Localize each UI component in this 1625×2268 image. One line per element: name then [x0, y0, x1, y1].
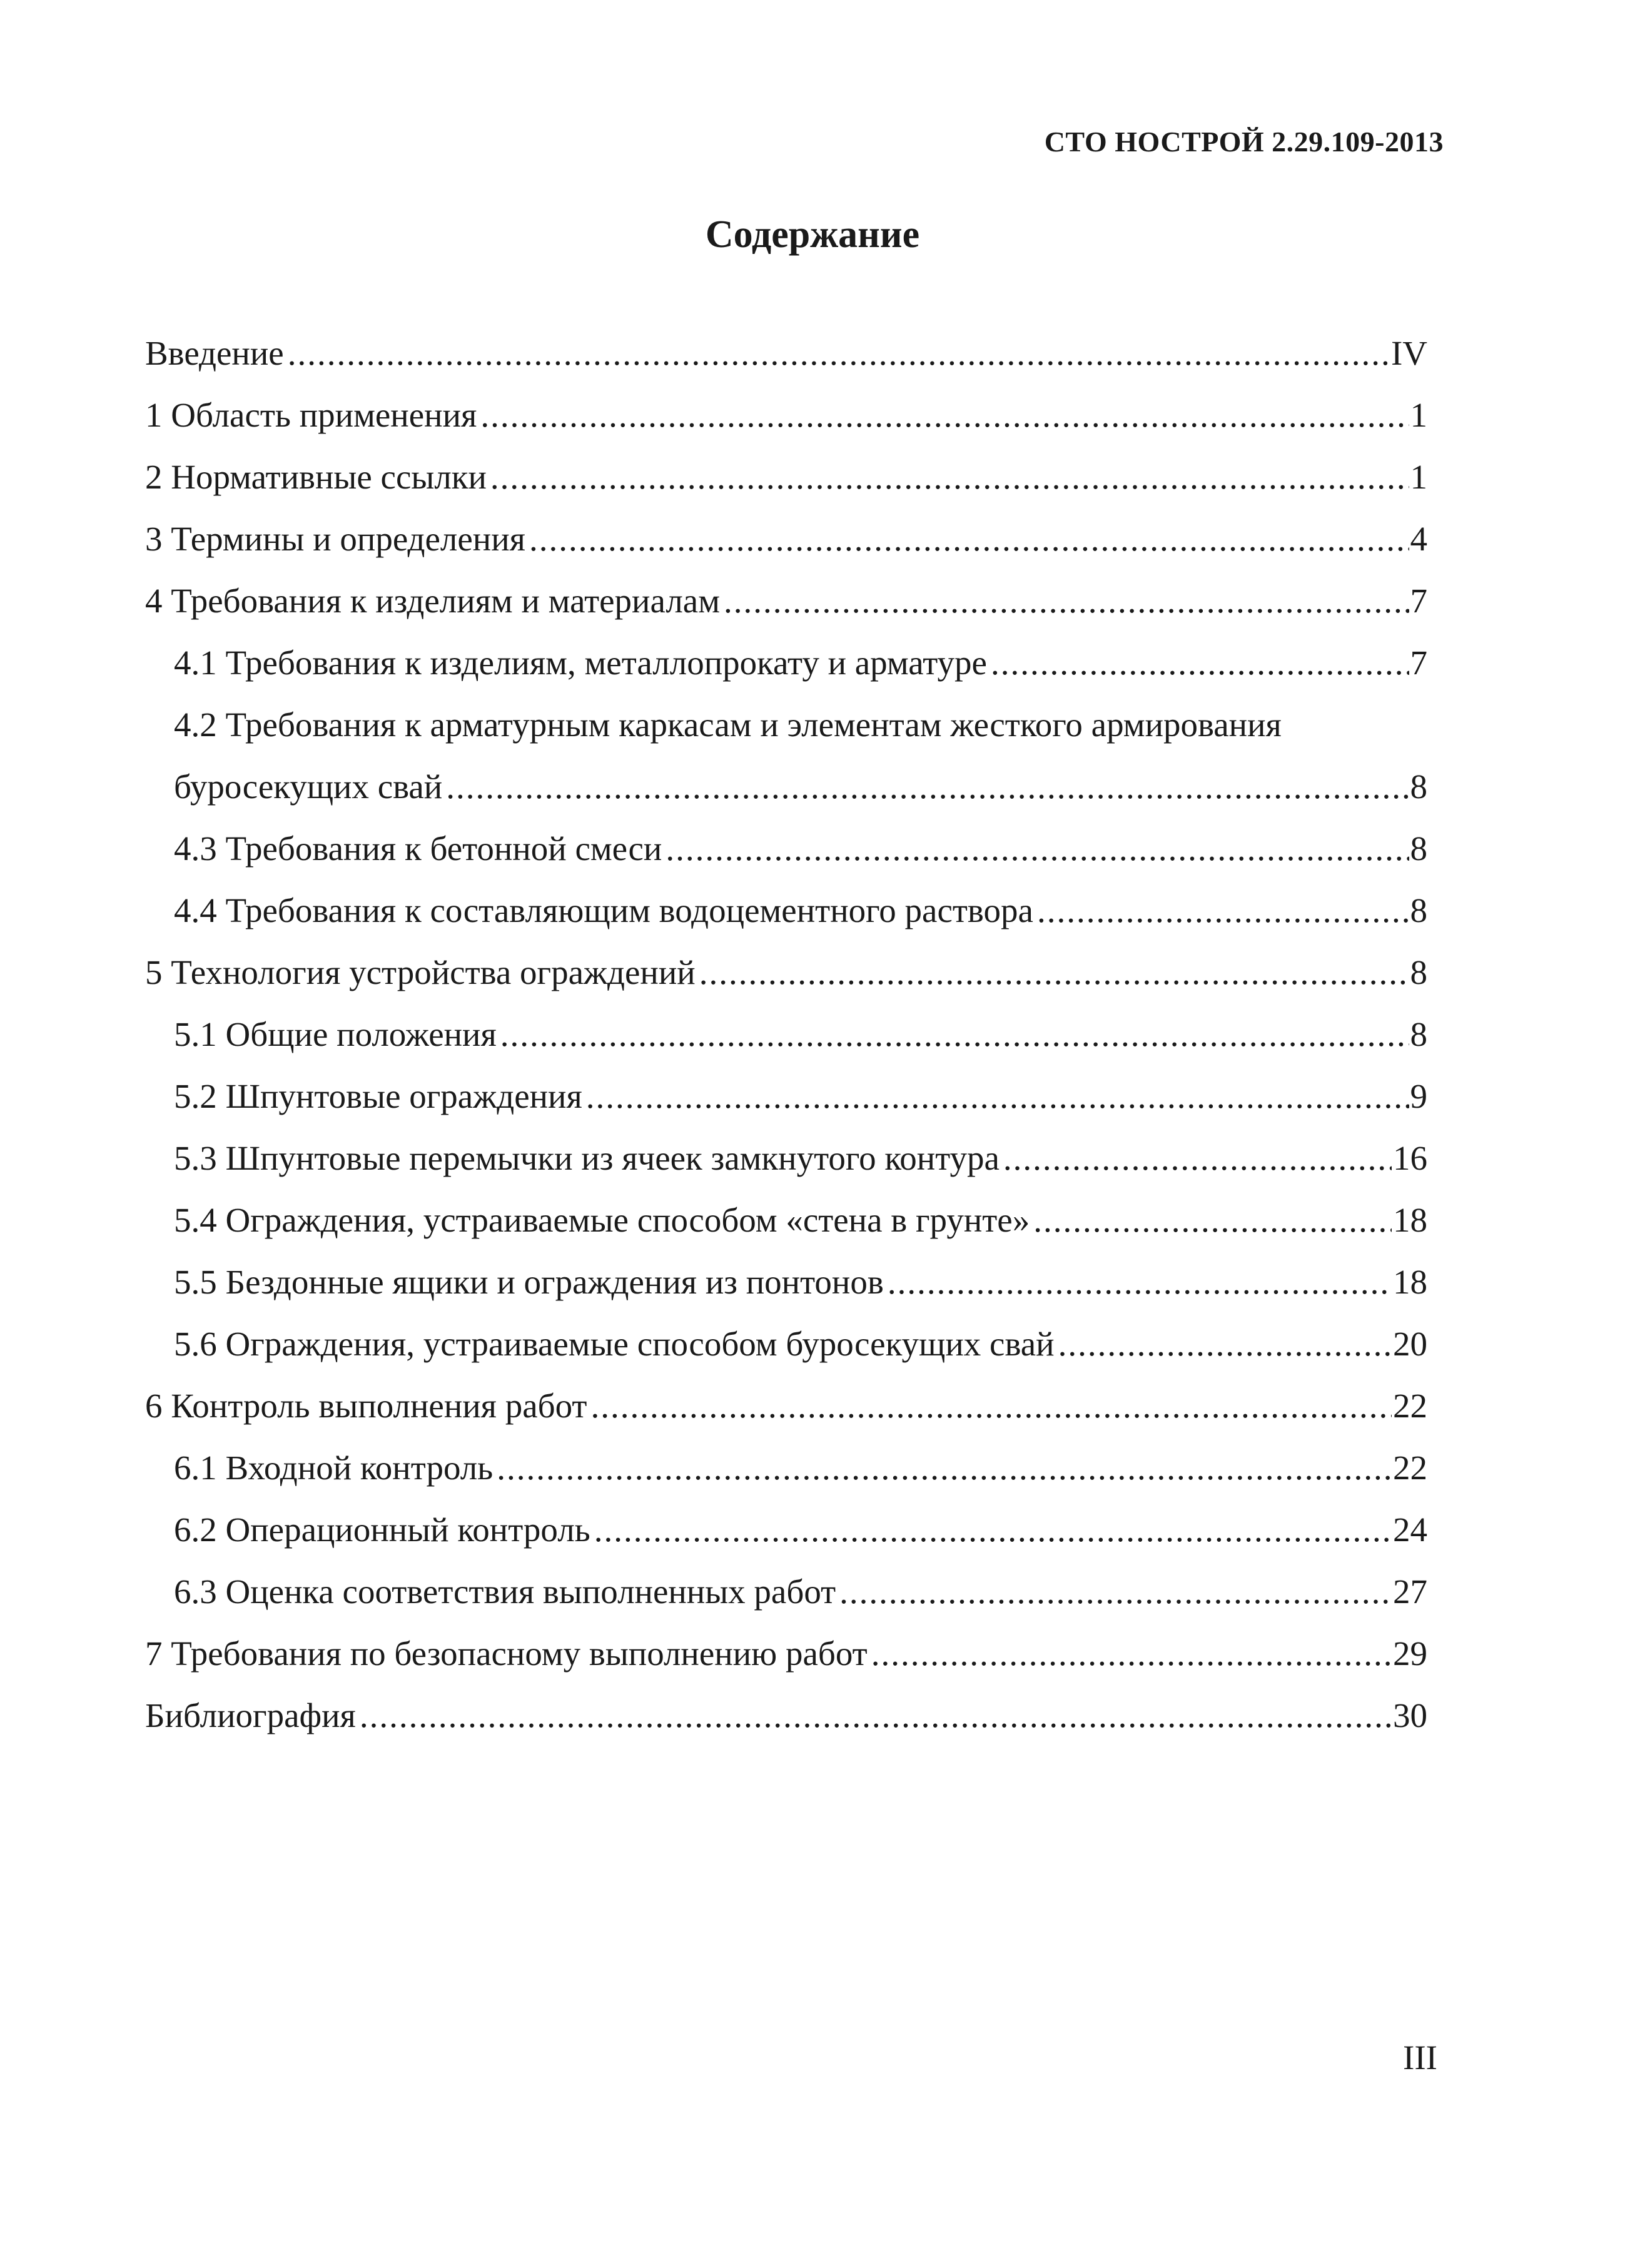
toc-leader-dots [1003, 1127, 1392, 1189]
toc-leader-dots [839, 1561, 1392, 1623]
toc-entry-label: Введение [145, 334, 284, 372]
toc-entry-5-4[interactable] [145, 1189, 1427, 1251]
toc-entry-label: 5 Технология устройства ограждений [145, 953, 696, 991]
table-of-contents [145, 322, 1427, 1746]
toc-entry-page: 8 [1410, 1015, 1427, 1053]
toc-entry-4-1[interactable] [145, 632, 1427, 694]
toc-entry-7[interactable] [145, 1623, 1427, 1684]
toc-leader-dots [1037, 879, 1409, 941]
toc-entry-6-2[interactable] [145, 1499, 1427, 1561]
toc-entry-label: 4.3 Требования к бетонной смеси [174, 829, 662, 868]
toc-entry-6[interactable] [145, 1375, 1427, 1437]
document-code: СТО НОСТРОЙ 2.29.109-2013 [1044, 126, 1444, 158]
toc-entry-label: Библиография [145, 1696, 356, 1734]
toc-entry-page: 27 [1393, 1572, 1427, 1611]
toc-entry-1[interactable] [145, 384, 1427, 446]
toc-entry-page: 8 [1410, 829, 1427, 868]
toc-entry-page: 8 [1410, 953, 1427, 991]
toc-leader-dots [594, 1499, 1392, 1561]
toc-entry-label: 4 Требования к изделиям и материалам [145, 582, 721, 620]
toc-entry-bibliography[interactable] [145, 1684, 1427, 1746]
toc-entry-page: 1 [1410, 396, 1427, 434]
toc-leader-dots [699, 941, 1409, 1003]
toc-entry-4-2[interactable] [145, 756, 1427, 818]
toc-entry-page: 4 [1410, 520, 1427, 558]
toc-entry-page: 16 [1393, 1139, 1427, 1177]
page-number: III [1403, 2038, 1437, 2077]
toc-leader-dots [1058, 1313, 1392, 1375]
toc-entry-label: 5.6 Ограждения, устраиваемые способом буросекущих свай [174, 1325, 1055, 1363]
toc-leader-dots [497, 1437, 1392, 1499]
toc-leader-dots [586, 1065, 1409, 1127]
toc-leader-dots [1033, 1189, 1392, 1251]
toc-entry-label: 7 Требования по безопасному выполнению работ [145, 1634, 868, 1673]
toc-leader-dots [888, 1251, 1392, 1313]
toc-leader-dots [480, 384, 1409, 446]
toc-entry-label: 5.1 Общие положения [174, 1015, 497, 1053]
toc-leader-dots [991, 632, 1409, 694]
toc-entry-page: 8 [1410, 767, 1427, 806]
toc-entry-5-2[interactable] [145, 1065, 1427, 1127]
toc-entry-label: 4.4 Требования к составляющим водоцементного раствора [174, 891, 1033, 929]
toc-entry-label: 6.1 Входной контроль [174, 1449, 494, 1487]
toc-leader-dots [288, 322, 1390, 384]
toc-leader-dots [500, 1003, 1409, 1065]
toc-entry-label-continuation: буросекущих свай [174, 767, 443, 806]
toc-entry-label: 5.5 Бездонные ящики и ограждения из понтонов [174, 1263, 884, 1301]
toc-entry-4[interactable] [145, 570, 1427, 632]
toc-entry-label: 5.2 Шпунтовые ограждения [174, 1077, 582, 1115]
toc-entry-page: 18 [1393, 1263, 1427, 1301]
toc-entry-page: 8 [1410, 891, 1427, 929]
toc-entry-4-2-label[interactable]: 4.2 Требования к арматурным каркасам и элементам жесткого армирования [174, 706, 1282, 744]
toc-entry-label: 2 Нормативные ссылки [145, 458, 487, 496]
toc-entry-4-3[interactable] [145, 818, 1427, 879]
toc-entry-page: 30 [1393, 1696, 1427, 1734]
toc-entry-2[interactable] [145, 446, 1427, 508]
toc-leader-dots [590, 1375, 1392, 1437]
toc-entry-5-1[interactable] [145, 1003, 1427, 1065]
toc-entry-page: 22 [1393, 1387, 1427, 1425]
toc-entry-label: 4.1 Требования к изделиям, металлопрокату и арматуре [174, 644, 987, 682]
toc-entry-4-4[interactable] [145, 879, 1427, 941]
toc-entry-page: 29 [1393, 1634, 1427, 1673]
toc-leader-dots [724, 570, 1409, 632]
toc-entry-5-3[interactable] [145, 1127, 1427, 1189]
toc-leader-dots [666, 818, 1409, 879]
toc-title: Содержание [705, 213, 920, 256]
toc-entry-page: 22 [1393, 1449, 1427, 1487]
toc-entry-page: 24 [1393, 1511, 1427, 1549]
toc-entry-page: 20 [1393, 1325, 1427, 1363]
toc-entry-page: IV [1390, 334, 1427, 372]
toc-entry-introduction[interactable] [145, 322, 1427, 384]
toc-entry-label: 6 Контроль выполнения работ [145, 1387, 587, 1425]
toc-entry-label: 5.3 Шпунтовые перемычки из ячеек замкнутого контура [174, 1139, 1000, 1177]
toc-entry-3[interactable] [145, 508, 1427, 570]
toc-leader-dots [360, 1684, 1392, 1746]
toc-entry-label: 3 Термины и определения [145, 520, 525, 558]
toc-entry-5[interactable] [145, 941, 1427, 1003]
toc-leader-dots [871, 1623, 1392, 1684]
toc-entry-page: 7 [1410, 644, 1427, 682]
toc-entry-6-3[interactable] [145, 1561, 1427, 1623]
toc-entry-page: 18 [1393, 1201, 1427, 1239]
toc-leader-dots [446, 756, 1409, 818]
toc-entry-6-1[interactable] [145, 1437, 1427, 1499]
toc-entry-label: 5.4 Ограждения, устраиваемые способом «стена в грунте» [174, 1201, 1030, 1239]
toc-entry-label: 1 Область применения [145, 396, 477, 434]
toc-leader-dots [529, 508, 1409, 570]
toc-entry-page: 9 [1410, 1077, 1427, 1115]
toc-entry-page: 1 [1410, 458, 1427, 496]
toc-entry-label: 6.3 Оценка соответствия выполненных работ [174, 1572, 836, 1611]
toc-entry-page: 7 [1410, 582, 1427, 620]
toc-entry-label: 6.2 Операционный контроль [174, 1511, 590, 1549]
toc-leader-dots [490, 446, 1409, 508]
toc-entry-5-5[interactable] [145, 1251, 1427, 1313]
toc-entry-5-6[interactable] [145, 1313, 1427, 1375]
